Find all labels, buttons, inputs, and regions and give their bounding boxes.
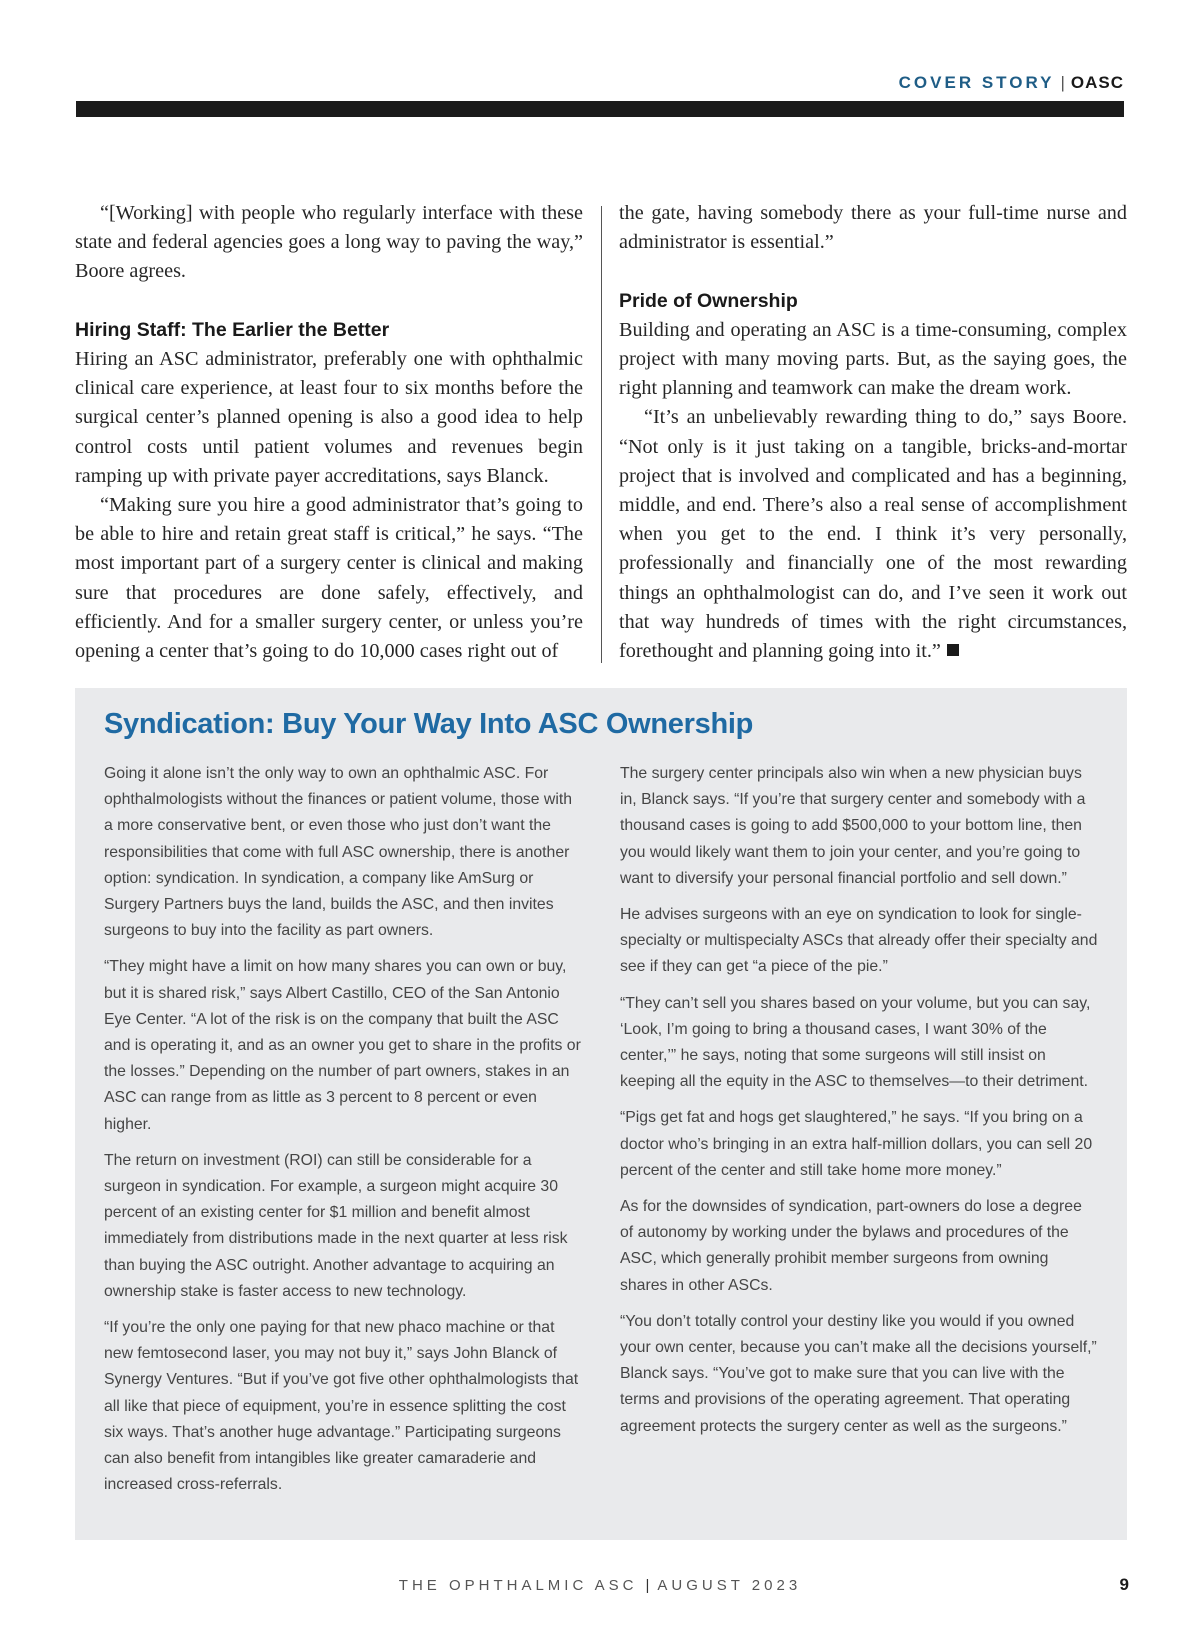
article-column-right	[619, 199, 1127, 666]
header-rule	[76, 101, 1124, 117]
footer-publication: THE OPHTHALMIC ASC	[398, 1577, 638, 1594]
running-header	[899, 72, 1124, 94]
sidebar-paragraph: “You don’t totally control your destiny like you would if you owned your own center, because you can’t make all the decisions yourself,” Blanck says. “You’ve got to make sure that you can live with the terms and provisions of the operating agreement. That operating agreement protects the surgery center as well as the surgeons.”	[620, 1312, 1097, 1435]
sidebar-paragraph: “They can’t sell you shares based on your volume, but you can say, ‘Look, I’m going to bring a thousand cases, I want 30% of the center,’” he says, noting that some surgeons will still insist on keeping all the equity in the ASC to themselves—to their detriment.	[620, 994, 1091, 1091]
section-heading-hiring-staff: Hiring Staff: The Earlier the Better	[75, 318, 390, 341]
sidebar-column-left	[104, 761, 582, 1508]
sidebar-paragraph: “They might have a limit on how many shares you can own or buy, but it is shared risk,” says Albert Castillo, CEO of the San Antonio Eye Center. “A lot of the risk is on the company that built the ASC and is operating it, and as an owner you get to share in the profits or the losses.” Depending on the number of part owners, stakes in an ASC can range from as little as 3 percent to 8 percent or even higher.	[104, 958, 581, 1133]
publication-label: OASC	[1070, 73, 1124, 92]
article-column-left	[75, 199, 583, 666]
article-paragraph: Hiring an ASC administrator, preferably one with ophthalmic clinical care experience, at least four to six months before the surgical center’s planned opening is also a good idea to help control costs until patient volumes and revenues begin ramping up with private payer accreditations, says Blanck.	[75, 348, 583, 487]
footer-issue-date: AUGUST 2023	[657, 1577, 802, 1594]
article-paragraph: “[Working] with people who regularly interface with these state and federal agencies goes a long way to paving the way,” Boore agrees.	[75, 202, 583, 283]
sidebar-title: Syndication: Buy Your Way Into ASC Ownership	[104, 708, 754, 740]
sidebar-paragraph: Going it alone isn’t the only way to own an ophthalmic ASC. For ophthalmologists without the finances or patient volume, those with a more conservative bent, or even those who just don’t want the responsibilities that come with full ASC ownership, there is another option: syndication. In syndication, a company like AmSurg or Surgery Partners buys the land, builds the ASC, and then invites surgeons to buy into the facility as part owners.	[104, 765, 573, 940]
syndication-sidebar	[75, 688, 1127, 1540]
article-paragraph: the gate, having somebody there as your full-time nurse and administrator is essential.”	[619, 202, 1127, 254]
article-paragraph-final	[619, 403, 1127, 666]
sidebar-paragraph: “If you’re the only one paying for that new phaco machine or that new femtosecond laser, you may not buy it,” says John Blanck of Synergy Ventures. “But if you’ve got five other ophthalmologists that all like that piece of equipment, you’re in essence splitting the cost six ways. That’s another huge advantage.” Participating surgeons can also benefit from intangibles like greater camaraderie and increased cross-referrals.	[104, 1319, 579, 1494]
sidebar-paragraph: “Pigs get fat and hogs get slaughtered,” he says. “If you bring on a doctor who’s bringing in an extra half-million dollars, you can sell 20 percent of the center and still take home more money.”	[620, 1109, 1093, 1179]
sidebar-paragraph: The surgery center principals also win when a new physician buys in, Blanck says. “If you’re that surgery center and somebody with a thousand cases is going to add $500,000 to your bottom line, then you would likely want them to join your center, and you’re going to want to diversify your personal financial portfolio and sell down.”	[620, 765, 1086, 887]
column-divider	[601, 206, 602, 663]
section-label: COVER STORY	[898, 73, 1055, 92]
running-footer	[0, 1576, 1200, 1596]
section-heading-pride-of-ownership: Pride of Ownership	[619, 289, 798, 312]
article-paragraph: “Making sure you hire a good administrator that’s going to be able to hire and retain great staff is critical,” he says. “The most important part of a surgery center is clinical and making sure that procedures are done safely, effectively, and efficiently. And for a smaller surgery center, or unless you’re opening a center that’s going to do 10,000 cases right out of	[75, 494, 583, 663]
article-paragraph: Building and operating an ASC is a time-consuming, complex project with many moving parts. But, as the saying goes, the right planning and teamwork can make the dream work.	[619, 318, 1127, 400]
sidebar-paragraph: He advises surgeons with an eye on syndication to look for single-specialty or multispecialty ASCs that already offer their specialty and see if they can get “a piece of the pie.”	[620, 906, 1098, 976]
end-of-article-mark	[947, 644, 959, 656]
sidebar-column-right	[620, 761, 1098, 1450]
sidebar-paragraph: The return on investment (ROI) can still be considerable for a surgeon in syndication. For example, a surgeon might acquire 30 percent of an existing center for $1 million and benefit almost immediately from distributions made in the next quarter at less risk than buying the ASC outright. Another advantage to acquiring an ownership stake is faster access to new technology.	[104, 1151, 568, 1300]
page-number: 9	[1119, 1575, 1129, 1594]
sidebar-paragraph: As for the downsides of syndication, part-owners do lose a degree of autonomy by working under the bylaws and procedures of the ASC, which generally prohibit member surgeons from owning shares in other ASCs.	[620, 1198, 1082, 1294]
header-separator: |	[1060, 73, 1065, 92]
footer-separator: |	[645, 1577, 650, 1594]
article-paragraph-text: “It’s an unbelievably rewarding thing to do,” says Boore. “Not only is it just taking on a tangible, bricks-and-mortar project that is involved and complicated and has a beginning, middle, and end. There’s also a real sense of accomplishment when you get to the end. I think it’s very personally, professionally and financially one of the most rewarding things an ophthalmologist can do, and I’ve seen it work out that way hundreds of times with the right circumstances, forethought and planning going into it.”	[619, 406, 1127, 663]
